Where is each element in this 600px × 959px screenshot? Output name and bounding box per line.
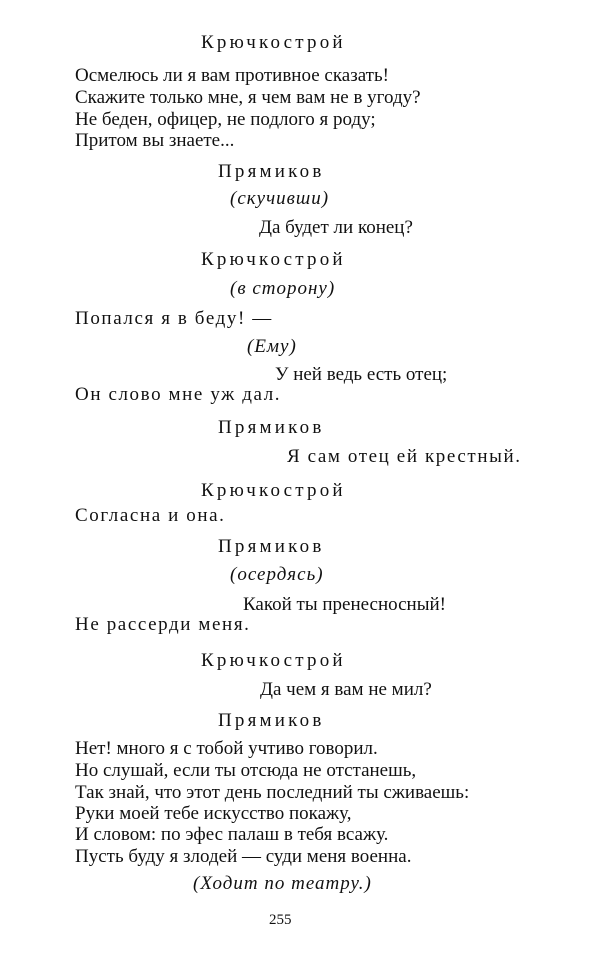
speaker-name: Прямиков	[218, 710, 325, 731]
stage-direction: (в сторону)	[230, 278, 336, 299]
speaker-name: Крючкострой	[201, 249, 346, 270]
page-number: 255	[269, 912, 292, 928]
verse-line: Нет! много я с тобой учтиво говорил.	[75, 738, 378, 759]
speaker-name: Прямиков	[218, 536, 325, 557]
stage-direction: (Ему)	[247, 336, 297, 357]
verse-line: Не беден, офицер, не подлого я роду;	[75, 109, 376, 130]
verse-line: Согласна и она.	[75, 505, 226, 526]
verse-line: Скажите только мне, я чем вам не в угоду?	[75, 87, 421, 108]
verse-line: Да чем я вам не мил?	[260, 679, 432, 700]
verse-line: Пусть буду я злодей — суди меня военна.	[75, 846, 412, 867]
verse-line: Да будет ли конец?	[259, 217, 413, 238]
stage-direction: (осердясь)	[230, 564, 324, 585]
verse-line: Осмелюсь ли я вам противное сказать!	[75, 65, 389, 86]
speaker-name: Прямиков	[218, 161, 325, 182]
stage-direction: (Ходит по театру.)	[193, 873, 372, 894]
speaker-name: Прямиков	[218, 417, 325, 438]
verse-line: Так знай, что этот день последний ты сживаешь:	[75, 782, 470, 803]
verse-line: Не рассерди меня.	[75, 614, 251, 635]
speaker-name: Крючкострой	[201, 480, 346, 501]
speaker-name: Крючкострой	[201, 32, 346, 53]
verse-line: Попался я в беду! —	[75, 308, 273, 329]
verse-line: Но слушай, если ты отсюда не отстанешь,	[75, 760, 417, 781]
stage-direction: (скучивши)	[230, 188, 330, 209]
speaker-name: Крючкострой	[201, 650, 346, 671]
verse-line: Я сам отец ей крестный.	[287, 446, 522, 467]
verse-line: И словом: по эфес палаш в тебя всажу.	[75, 824, 389, 845]
verse-line: Он слово мне уж дал.	[75, 384, 282, 405]
verse-line: Притом вы знаете...	[75, 130, 235, 151]
verse-line: Руки моей тебе искусство покажу,	[75, 803, 352, 824]
verse-line: Какой ты пренесносный!	[243, 594, 446, 615]
verse-line: У ней ведь есть отец;	[275, 364, 448, 385]
